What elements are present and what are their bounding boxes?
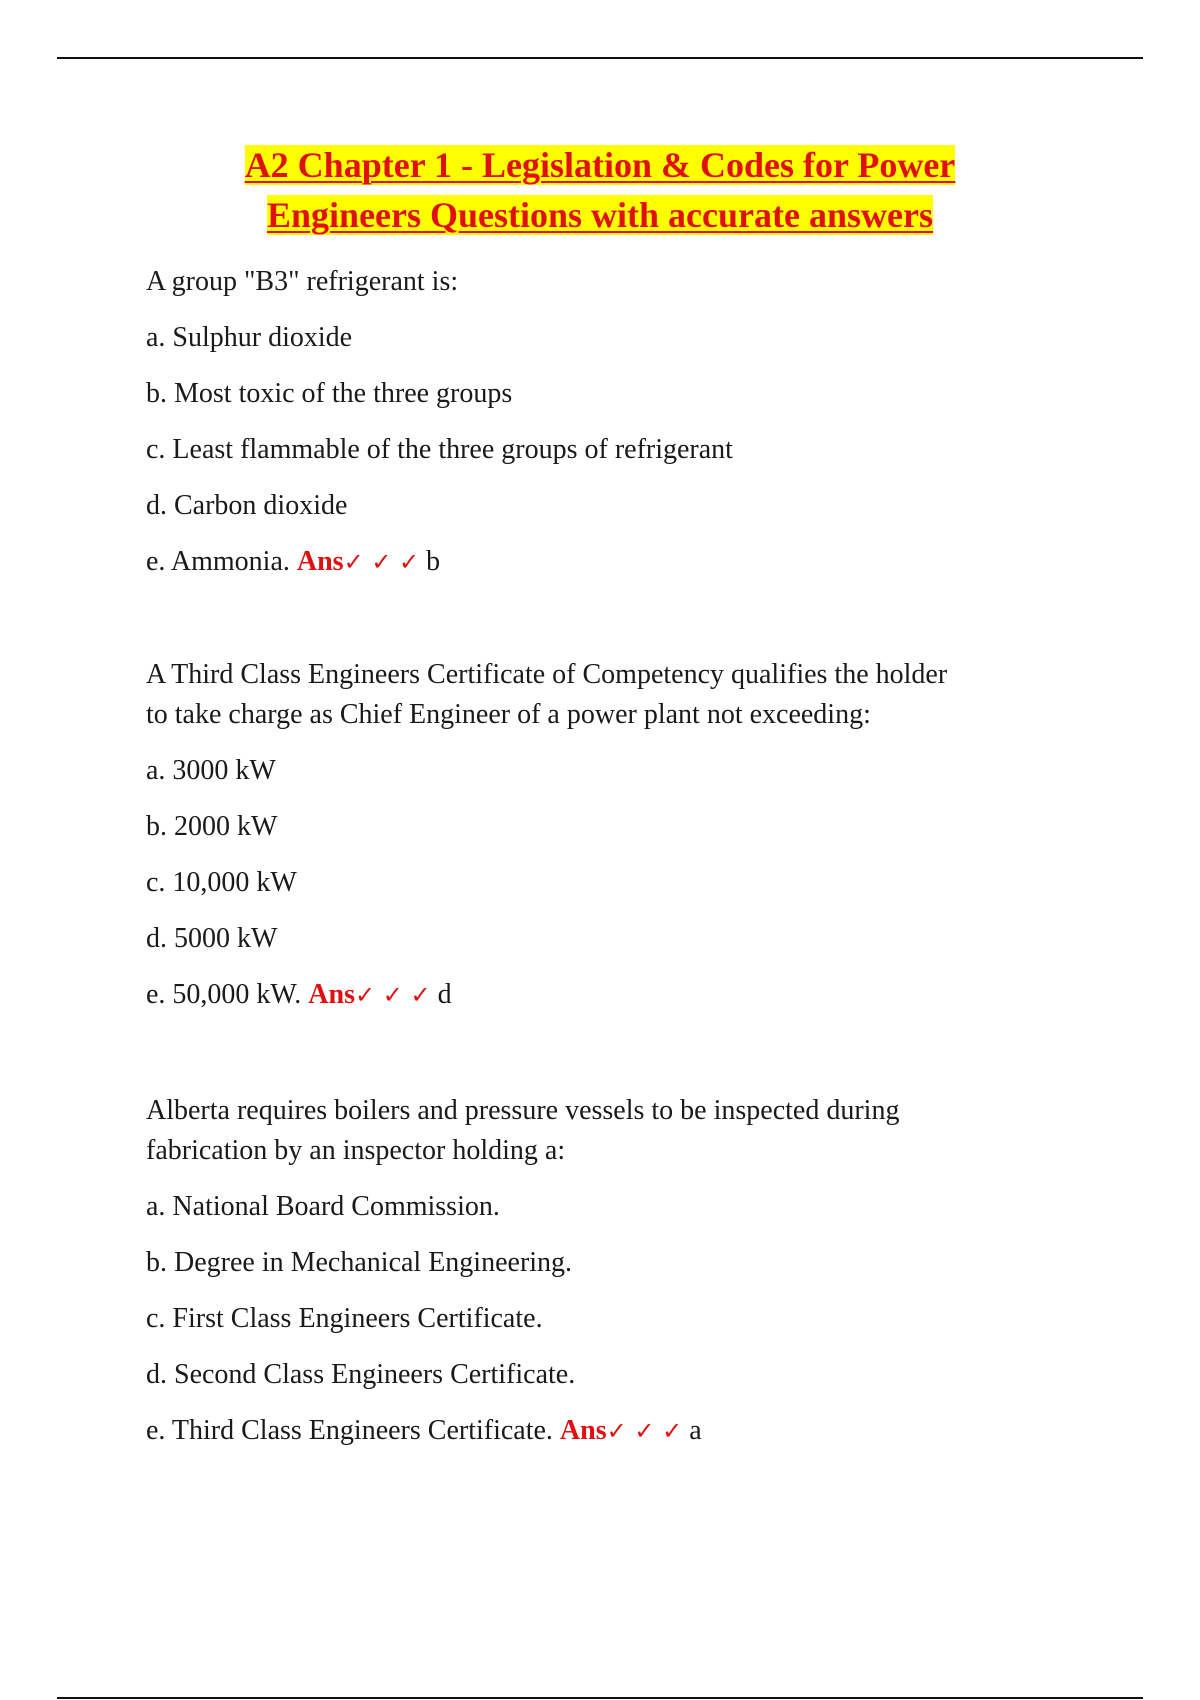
title-line-2: Engineers Questions with accurate answers [267, 195, 933, 235]
option-a: a. Sulphur dioxide [146, 322, 353, 353]
option-b: b. Degree in Mechanical Engineering. [146, 1247, 573, 1278]
answer-label: Ans [308, 979, 355, 1010]
question-stem-line-1: Alberta requires boilers and pressure vessels to be inspected during [146, 1095, 900, 1126]
option-e: e. 50,000 kW. [146, 979, 302, 1010]
checkmark-icon: ✓ ✓ ✓ [606, 1417, 683, 1445]
answer-value: d [437, 979, 452, 1010]
footer-rule [57, 1697, 1143, 1699]
option-d: d. 5000 kW [146, 923, 278, 954]
answer-value: b [426, 546, 441, 577]
title-line-1: A2 Chapter 1 - Legislation & Codes for Power [244, 145, 956, 185]
answer-label: Ans [559, 1415, 607, 1446]
option-a: a. National Board Commission. [146, 1191, 500, 1222]
option-b: b. 2000 kW [146, 811, 278, 842]
answer-label: Ans [296, 546, 344, 577]
document-title [0, 140, 1200, 240]
option-c: c. First Class Engineers Certificate. [146, 1303, 543, 1334]
option-e-with-answer [146, 1411, 702, 1451]
checkmark-icon: ✓ ✓ ✓ [355, 981, 431, 1009]
option-e: e. Ammonia. [146, 546, 290, 577]
option-a: a. 3000 kW [146, 755, 276, 786]
option-e: e. Third Class Engineers Certificate. [146, 1415, 553, 1446]
question-stem: A group "B3" refrigerant is: [146, 266, 459, 297]
option-d: d. Carbon dioxide [146, 490, 348, 521]
option-d: d. Second Class Engineers Certificate. [146, 1359, 576, 1390]
question-stem-line-2: fabrication by an inspector holding a: [146, 1135, 566, 1166]
question-stem-line-1: A Third Class Engineers Certificate of Competency qualifies the holder [146, 659, 948, 690]
option-e-with-answer [146, 542, 440, 582]
checkmark-icon: ✓ ✓ ✓ [343, 548, 420, 576]
option-c: c. 10,000 kW [146, 867, 297, 898]
option-c: c. Least flammable of the three groups of refrigerant [146, 434, 733, 465]
option-b: b. Most toxic of the three groups [146, 378, 513, 409]
answer-value: a [689, 1415, 702, 1446]
option-e-with-answer [146, 975, 452, 1015]
question-stem-line-2: to take charge as Chief Engineer of a power plant not exceeding: [146, 699, 871, 730]
header-rule [57, 57, 1143, 59]
